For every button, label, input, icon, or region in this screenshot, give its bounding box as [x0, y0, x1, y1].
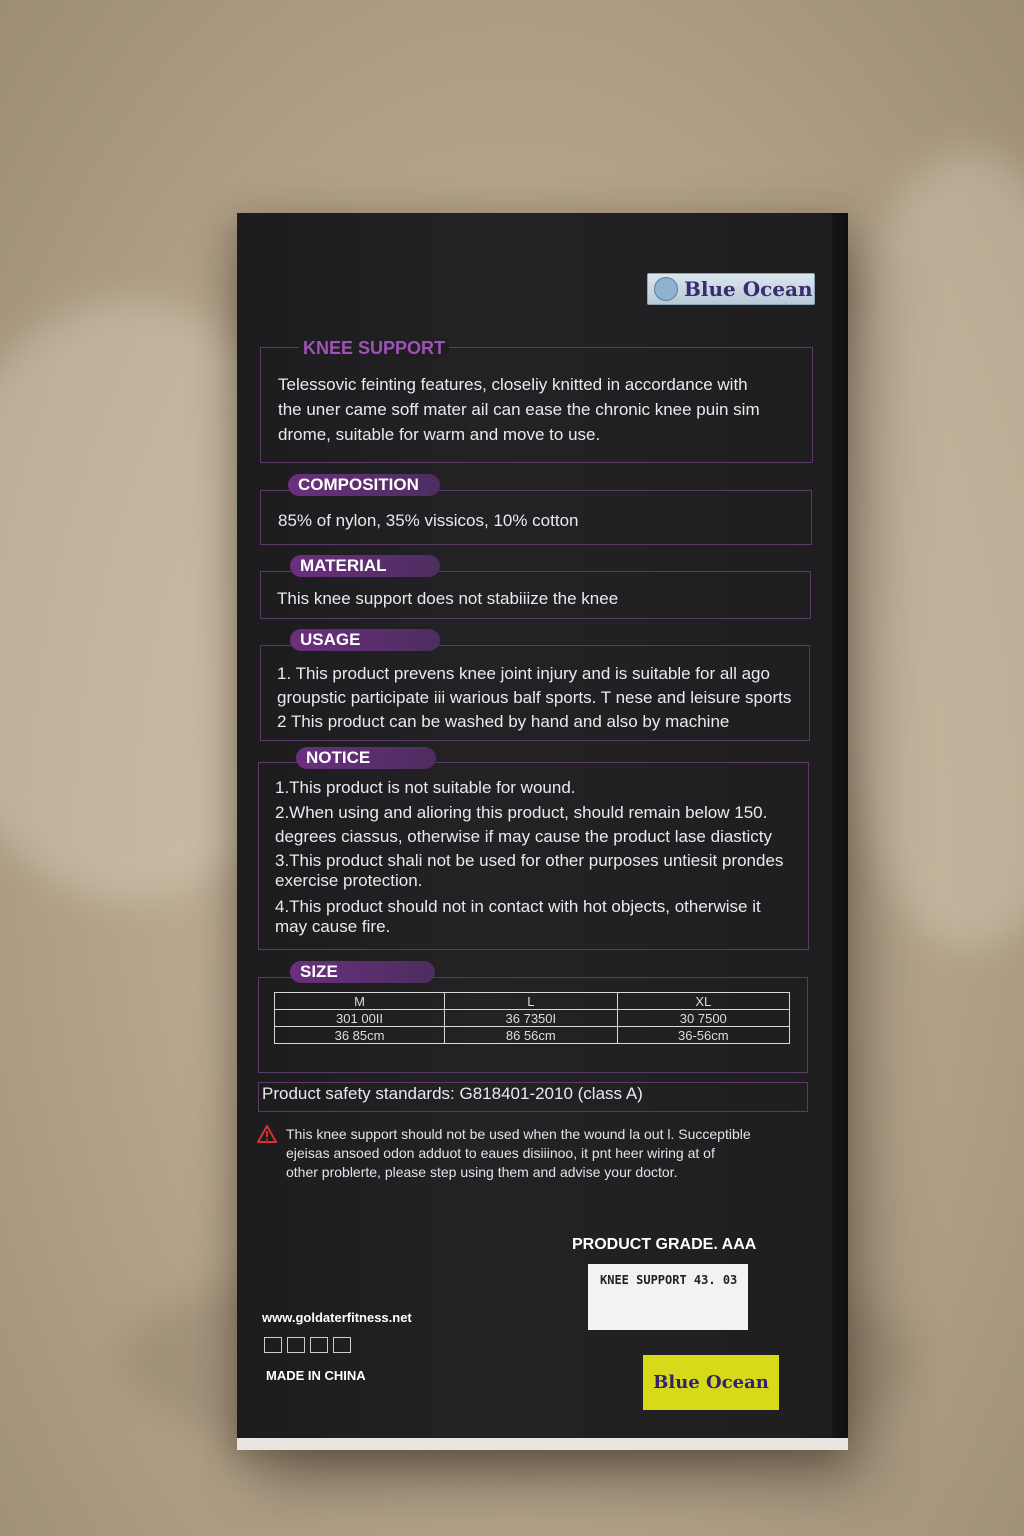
composition-text: 85% of nylon, 35% vissicos, 10% cotton	[278, 511, 579, 530]
notice-line: may cause fire.	[275, 917, 391, 936]
size-header-cell: XL	[617, 993, 789, 1010]
notice-line: 3.This product shali not be used for other purposes untiesit prondes	[275, 851, 784, 870]
brand-name-bottom: Blue Ocean	[653, 1372, 769, 1393]
warning-line: ejeisas ansoed odon adduot to eaues disiiinoo, it pnt heer wiring at of	[286, 1145, 715, 1161]
size-cell: 36-56cm	[617, 1027, 789, 1044]
wash-icon	[264, 1337, 282, 1353]
size-header-cell: M	[275, 993, 445, 1010]
composition-title: COMPOSITION	[288, 474, 440, 496]
care-symbols	[264, 1337, 351, 1353]
box-bottom-edge	[237, 1438, 848, 1450]
notice-line: degrees ciassus, otherwise if may cause the product lase diasticty	[275, 827, 773, 846]
product-label-card	[588, 1264, 748, 1330]
made-in: MADE IN CHINA	[266, 1368, 366, 1383]
bleach-icon	[287, 1337, 305, 1353]
size-cell: 36 85cm	[275, 1027, 445, 1044]
usage-line: 1. This product prevens knee joint injury and is suitable for all ago	[277, 664, 770, 683]
website-url: www.goldaterfitness.net	[262, 1310, 412, 1325]
size-cell: 301 00II	[275, 1010, 445, 1027]
size-header-cell: L	[445, 993, 618, 1010]
size-table	[274, 992, 790, 1044]
usage-title: USAGE	[290, 629, 440, 651]
warning-line: other problerte, please step using them and advise your doctor.	[286, 1164, 678, 1180]
size-cell: 36 7350I	[445, 1010, 618, 1027]
box-side-edge	[832, 213, 848, 1449]
dry-icon	[310, 1337, 328, 1353]
size-title: SIZE	[290, 961, 435, 983]
warning-icon	[257, 1125, 277, 1143]
size-cell: 30 7500	[617, 1010, 789, 1027]
brand-logo-top	[647, 273, 815, 305]
notice-line: 4.This product should not in contact with hot objects, otherwise it	[275, 897, 761, 916]
warning-text	[286, 1125, 806, 1182]
size-row	[275, 1010, 790, 1027]
knee-support-title: KNEE SUPPORT	[299, 338, 449, 359]
brand-logo-bottom	[643, 1355, 779, 1410]
material-text: This knee support does not stabiiize the knee	[277, 589, 619, 608]
knee-support-line: Telessovic feinting features, closeliy knitted in accordance with	[278, 375, 748, 394]
brand-name: Blue Ocean	[684, 277, 813, 301]
size-header-row	[275, 993, 790, 1010]
notice-line: 2.When using and alioring this product, should remain below 150.	[275, 803, 768, 822]
knee-support-line: the uner came soff mater ail can ease the chronic knee puin sim	[278, 400, 760, 419]
usage-line: groupstic participate iii warious balf sports. T nese and leisure sports	[277, 688, 792, 707]
knee-support-line: drome, suitable for warm and move to use.	[278, 425, 601, 444]
notice-line: exercise protection.	[275, 871, 423, 890]
product-grade: PRODUCT GRADE. AAA	[572, 1236, 757, 1253]
size-row	[275, 1027, 790, 1044]
material-title: MATERIAL	[290, 555, 440, 577]
safety-standards: Product safety standards: G818401-2010 (class A)	[262, 1084, 643, 1103]
size-cell: 86 56cm	[445, 1027, 618, 1044]
wave-icon	[654, 277, 678, 301]
iron-icon	[333, 1337, 351, 1353]
fabric-highlight	[820, 150, 1024, 950]
notice-title: NOTICE	[296, 747, 436, 769]
label-card-text: KNEE SUPPORT 43. 03	[600, 1273, 738, 1287]
notice-line: 1.This product is not suitable for wound.	[275, 778, 576, 797]
usage-line: 2 This product can be washed by hand and also by machine	[277, 712, 730, 731]
warning-line: This knee support should not be used when the wound la out l. Succeptible	[286, 1126, 751, 1142]
